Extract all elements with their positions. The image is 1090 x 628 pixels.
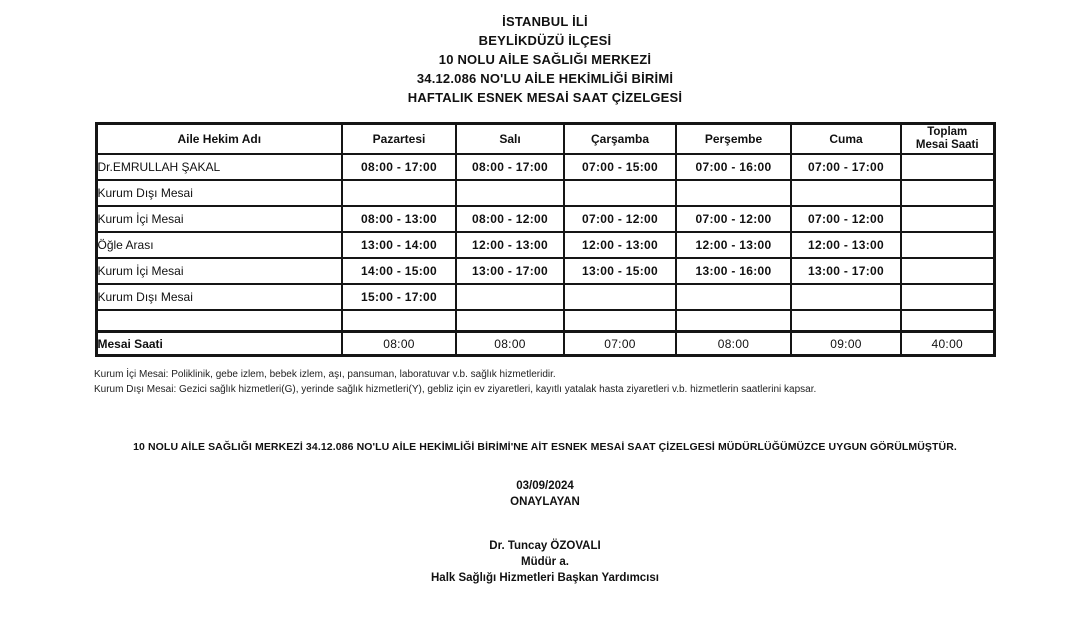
signer-role: Müdür a.: [521, 556, 569, 568]
row-label-cell: [96, 310, 342, 332]
thursday-cell: [676, 180, 791, 206]
footnote-internal-work: Kurum İçi Mesai: Poliklinik, gebe izlem, bebek izlem, aşı, pansuman, laboratuvar v.b. sağlık hizmetleridir.: [94, 369, 556, 380]
friday-cell: 12:00 - 13:00: [791, 232, 901, 258]
thursday-cell: 07:00 - 12:00: [676, 206, 791, 232]
wednesday-cell: [564, 310, 676, 332]
total-cell: [901, 180, 994, 206]
row-label-cell: Öğle Arası: [96, 232, 342, 258]
wednesday-cell: 07:00 - 15:00: [564, 154, 676, 180]
weekly-schedule-table: [95, 122, 996, 357]
wednesday-cell: 07:00 - 12:00: [564, 206, 676, 232]
total-cell: [901, 284, 994, 310]
total-cell: [901, 206, 994, 232]
tuesday-cell: [456, 284, 564, 310]
row-label-cell: Kurum İçi Mesai: [96, 206, 342, 232]
table-row: [96, 232, 994, 258]
row-label-cell: Kurum Dışı Mesai: [96, 284, 342, 310]
row-label-cell: Kurum İçi Mesai: [96, 258, 342, 284]
friday-cell: 13:00 - 17:00: [791, 258, 901, 284]
wednesday-cell: 12:00 - 13:00: [564, 232, 676, 258]
total-cell: [901, 232, 994, 258]
monday-cell: [342, 310, 456, 332]
column-header-tuesday: Salı: [456, 124, 564, 154]
friday-cell: [791, 180, 901, 206]
tuesday-cell: 08:00: [456, 332, 564, 356]
column-header-doctor-name: Aile Hekim Adı: [96, 124, 342, 154]
title-district: BEYLİKDÜZÜ İLÇESİ: [478, 33, 612, 48]
tuesday-cell: [456, 310, 564, 332]
monday-cell: 08:00 - 13:00: [342, 206, 456, 232]
table-row: [96, 206, 994, 232]
approval-date-block: [0, 478, 1090, 510]
tuesday-cell: [456, 180, 564, 206]
signer-block: [0, 538, 1090, 586]
table-row: [96, 310, 994, 332]
wednesday-cell: [564, 180, 676, 206]
monday-cell: [342, 180, 456, 206]
friday-cell: [791, 310, 901, 332]
table-row: [96, 332, 994, 356]
title-unit: 34.12.086 NO'LU AİLE HEKİMLİĞİ BİRİMİ: [416, 71, 674, 86]
thursday-cell: [676, 284, 791, 310]
column-header-monday: Pazartesi: [342, 124, 456, 154]
title-health-center: 10 NOLU AİLE SAĞLIĞI MERKEZİ: [438, 52, 652, 67]
signer-name: Dr. Tuncay ÖZOVALI: [489, 540, 601, 552]
table-body: [96, 154, 994, 356]
thursday-cell: 08:00: [676, 332, 791, 356]
thursday-cell: 12:00 - 13:00: [676, 232, 791, 258]
title-document-type: HAFTALIK ESNEK MESAİ SAAT ÇİZELGESİ: [407, 90, 683, 105]
row-label-cell: Kurum Dışı Mesai: [96, 180, 342, 206]
table-row: [96, 258, 994, 284]
thursday-cell: 07:00 - 16:00: [676, 154, 791, 180]
title-province: İSTANBUL İLİ: [502, 14, 588, 29]
tuesday-cell: 12:00 - 13:00: [456, 232, 564, 258]
table-header-row: [96, 124, 994, 154]
doctor-name-cell: Dr.EMRULLAH ŞAKAL: [96, 154, 342, 180]
friday-cell: 07:00 - 12:00: [791, 206, 901, 232]
friday-cell: [791, 284, 901, 310]
footnotes-block: [94, 367, 1090, 397]
column-header-friday: Cuma: [791, 124, 901, 154]
table-row: [96, 154, 994, 180]
friday-cell: 07:00 - 17:00: [791, 154, 901, 180]
table-row: [96, 180, 994, 206]
column-header-wednesday: Çarşamba: [564, 124, 676, 154]
tuesday-cell: 13:00 - 17:00: [456, 258, 564, 284]
tuesday-cell: 08:00 - 17:00: [456, 154, 564, 180]
monday-cell: 13:00 - 14:00: [342, 232, 456, 258]
tuesday-cell: 08:00 - 12:00: [456, 206, 564, 232]
total-cell: [901, 258, 994, 284]
row-label-cell: Mesai Saati: [96, 332, 342, 356]
wednesday-cell: [564, 284, 676, 310]
approval-label: ONAYLAYAN: [510, 496, 580, 508]
approval-date: 03/09/2024: [516, 480, 574, 492]
friday-cell: 09:00: [791, 332, 901, 356]
monday-cell: 08:00: [342, 332, 456, 356]
monday-cell: 15:00 - 17:00: [342, 284, 456, 310]
table-row: [96, 284, 994, 310]
footnote-external-work: Kurum Dışı Mesai: Gezici sağlık hizmetleri(G), yerinde sağlık hizmetleri(Y), gebliz için ev ziyaretleri, kayıtlı yatalak hasta ziyaretleri v.b. hizmetlerin saatlerini kapsar.: [94, 384, 817, 395]
column-header-thursday: Perşembe: [676, 124, 791, 154]
column-header-total-hours: Toplam Mesai Saati: [901, 124, 994, 154]
signer-title: Halk Sağlığı Hizmetleri Başkan Yardımcısı: [431, 572, 659, 584]
monday-cell: 08:00 - 17:00: [342, 154, 456, 180]
wednesday-cell: 07:00: [564, 332, 676, 356]
total-cell: 40:00: [901, 332, 994, 356]
monday-cell: 14:00 - 15:00: [342, 258, 456, 284]
total-cell: [901, 154, 994, 180]
document-title-block: [0, 0, 1090, 107]
wednesday-cell: 13:00 - 15:00: [564, 258, 676, 284]
thursday-cell: 13:00 - 16:00: [676, 258, 791, 284]
total-cell: [901, 310, 994, 332]
thursday-cell: [676, 310, 791, 332]
approval-statement: 10 NOLU AİLE SAĞLIĞI MERKEZİ 34.12.086 NO'LU AİLE HEKİMLİĞİ BİRİMİ'NE AİT ESNEK MESAİ SAAT ÇİZELGESİ MÜDÜRLÜĞÜMÜZCE UYGUN GÖRÜLMÜŞTÜR.: [133, 441, 957, 453]
